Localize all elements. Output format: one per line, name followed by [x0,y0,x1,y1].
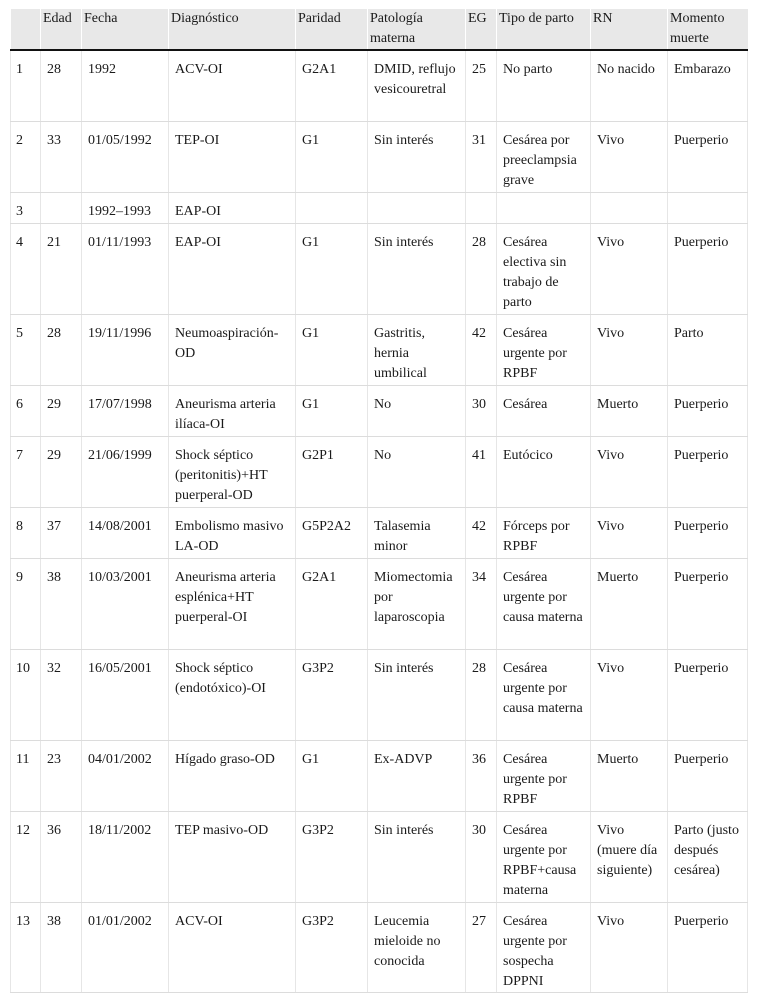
cell-patologia: Ex-ADVP [368,740,466,811]
table-row [11,50,748,121]
cell-tipo-parto: Cesárea por preeclampsia grave [497,121,591,192]
cell-rn: Vivo [591,121,668,192]
cell-paridad: G2A1 [296,50,368,121]
cell-paridad: G3P2 [296,902,368,992]
cell-diagnostico: Aneurisma arteria ilíaca-OI [169,385,296,436]
table-row [11,314,748,385]
cell-fecha: 04/01/2002 [82,740,169,811]
cell-patologia: No [368,436,466,507]
table-row [11,223,748,314]
cell-eg: 42 [466,314,497,385]
cell-momento-muerte: Puerperio [668,507,748,558]
cell-eg: 30 [466,385,497,436]
cell-paridad: G1 [296,740,368,811]
cell-fecha: 01/01/2002 [82,902,169,992]
col-header-patologia: Patología materna [368,9,466,50]
cell-momento-muerte: Puerperio [668,223,748,314]
maternal-deaths-table [10,9,748,993]
col-header-diagnostico: Diagnóstico [169,9,296,50]
cell-patologia: Sin interés [368,223,466,314]
table-row [11,507,748,558]
cell-fecha: 21/06/1999 [82,436,169,507]
cell-index: 13 [11,902,41,992]
cell-tipo-parto: Cesárea urgente por RPBF [497,314,591,385]
cell-eg: 31 [466,121,497,192]
cell-patologia: Talasemia minor [368,507,466,558]
cell-tipo-parto: Cesárea urgente por RPBF [497,740,591,811]
cell-fecha: 18/11/2002 [82,811,169,902]
cell-tipo-parto: Fórceps por RPBF [497,507,591,558]
cell-diagnostico: TEP masivo-OD [169,811,296,902]
cell-diagnostico: ACV-OI [169,50,296,121]
cell-fecha: 1992 [82,50,169,121]
cell-diagnostico: EAP-OI [169,223,296,314]
cell-diagnostico: Shock séptico (endotóxico)-OI [169,649,296,740]
cell-rn: Vivo [591,649,668,740]
col-header-tipo-parto: Tipo de parto [497,9,591,50]
col-header-paridad: Paridad [296,9,368,50]
cell-eg [466,192,497,223]
cell-patologia [368,192,466,223]
cell-momento-muerte: Puerperio [668,121,748,192]
cell-paridad: G2P1 [296,436,368,507]
cell-rn [591,192,668,223]
cell-fecha: 01/11/1993 [82,223,169,314]
cell-paridad [296,192,368,223]
cell-eg: 28 [466,223,497,314]
cell-eg: 25 [466,50,497,121]
cell-index: 5 [11,314,41,385]
table-header-row [11,9,748,50]
cell-edad: 37 [41,507,82,558]
cell-fecha: 10/03/2001 [82,558,169,649]
table-row [11,740,748,811]
cell-index: 3 [11,192,41,223]
table-row [11,385,748,436]
cell-patologia: Sin interés [368,649,466,740]
table-row [11,192,748,223]
cell-edad: 28 [41,314,82,385]
cell-paridad: G2A1 [296,558,368,649]
cell-rn: Muerto [591,740,668,811]
cell-patologia: Sin interés [368,811,466,902]
cell-edad: 23 [41,740,82,811]
cell-index: 2 [11,121,41,192]
cell-patologia: DMID, reflujo vesicouretral [368,50,466,121]
table-row [11,558,748,649]
cell-fecha: 14/08/2001 [82,507,169,558]
cell-fecha: 1992–1993 [82,192,169,223]
cell-index: 4 [11,223,41,314]
cell-paridad: G1 [296,121,368,192]
cell-patologia: Sin interés [368,121,466,192]
cell-eg: 41 [466,436,497,507]
cell-paridad: G1 [296,385,368,436]
table-row [11,902,748,992]
cell-index: 10 [11,649,41,740]
cell-edad: 28 [41,50,82,121]
cell-eg: 42 [466,507,497,558]
table-row [11,649,748,740]
cell-diagnostico: EAP-OI [169,192,296,223]
cell-edad: 32 [41,649,82,740]
cell-diagnostico: Aneurisma arteria esplénica+HT puerperal-OI [169,558,296,649]
cell-tipo-parto [497,192,591,223]
col-header-fecha: Fecha [82,9,169,50]
cell-fecha: 19/11/1996 [82,314,169,385]
col-header-edad: Edad [41,9,82,50]
cell-momento-muerte: Embarazo [668,50,748,121]
cell-paridad: G3P2 [296,811,368,902]
cell-rn: Vivo [591,223,668,314]
cell-edad: 21 [41,223,82,314]
cell-eg: 27 [466,902,497,992]
cell-momento-muerte: Parto [668,314,748,385]
col-header-rn: RN [591,9,668,50]
cell-tipo-parto: Cesárea urgente por RPBF+causa materna [497,811,591,902]
cell-paridad: G1 [296,314,368,385]
cell-paridad: G1 [296,223,368,314]
cell-edad: 29 [41,385,82,436]
cell-edad: 33 [41,121,82,192]
cell-tipo-parto: Cesárea urgente por causa materna [497,558,591,649]
cell-patologia: Gastritis, hernia umbilical [368,314,466,385]
cell-momento-muerte: Puerperio [668,740,748,811]
cell-momento-muerte [668,192,748,223]
cell-edad: 38 [41,902,82,992]
table-row [11,811,748,902]
cell-edad: 29 [41,436,82,507]
cell-rn: Vivo [591,436,668,507]
cell-index: 11 [11,740,41,811]
cell-rn: Vivo (muere día siguiente) [591,811,668,902]
cell-index: 7 [11,436,41,507]
cell-paridad: G5P2A2 [296,507,368,558]
cell-patologia: Leucemia mieloide no conocida [368,902,466,992]
cell-paridad: G3P2 [296,649,368,740]
cell-rn: Vivo [591,314,668,385]
cell-edad [41,192,82,223]
cell-eg: 34 [466,558,497,649]
cell-diagnostico: Shock séptico (peritonitis)+HT puerperal-OD [169,436,296,507]
table-row [11,436,748,507]
table-row [11,121,748,192]
cell-rn: Vivo [591,507,668,558]
cell-eg: 30 [466,811,497,902]
cell-tipo-parto: Cesárea electiva sin trabajo de parto [497,223,591,314]
cell-diagnostico: Hígado graso-OD [169,740,296,811]
cell-patologia: Miomectomia por laparoscopia [368,558,466,649]
cell-fecha: 16/05/2001 [82,649,169,740]
cell-patologia: No [368,385,466,436]
col-header-eg: EG [466,9,497,50]
cell-rn: No nacido [591,50,668,121]
cell-eg: 28 [466,649,497,740]
cell-diagnostico: ACV-OI [169,902,296,992]
cell-diagnostico: Embolismo masivo LA-OD [169,507,296,558]
cell-momento-muerte: Puerperio [668,558,748,649]
cell-rn: Vivo [591,902,668,992]
cell-tipo-parto: Eutócico [497,436,591,507]
cell-eg: 36 [466,740,497,811]
cell-tipo-parto: No parto [497,50,591,121]
cell-momento-muerte: Parto (justo después cesárea) [668,811,748,902]
cell-momento-muerte: Puerperio [668,649,748,740]
cell-rn: Muerto [591,385,668,436]
cell-fecha: 17/07/1998 [82,385,169,436]
cell-momento-muerte: Puerperio [668,385,748,436]
cell-index: 6 [11,385,41,436]
cell-momento-muerte: Puerperio [668,902,748,992]
cell-index: 8 [11,507,41,558]
cell-tipo-parto: Cesárea urgente por sospecha DPPNI [497,902,591,992]
cell-index: 1 [11,50,41,121]
col-header-index [11,9,41,50]
cell-index: 12 [11,811,41,902]
cell-rn: Muerto [591,558,668,649]
cell-tipo-parto: Cesárea urgente por causa materna [497,649,591,740]
table-body [11,50,748,992]
cell-edad: 36 [41,811,82,902]
cell-diagnostico: TEP-OI [169,121,296,192]
cell-edad: 38 [41,558,82,649]
cell-tipo-parto: Cesárea [497,385,591,436]
cell-momento-muerte: Puerperio [668,436,748,507]
col-header-momento-muerte: Momento muerte [668,9,748,50]
cell-index: 9 [11,558,41,649]
cell-fecha: 01/05/1992 [82,121,169,192]
cell-diagnostico: Neumoaspiración-OD [169,314,296,385]
